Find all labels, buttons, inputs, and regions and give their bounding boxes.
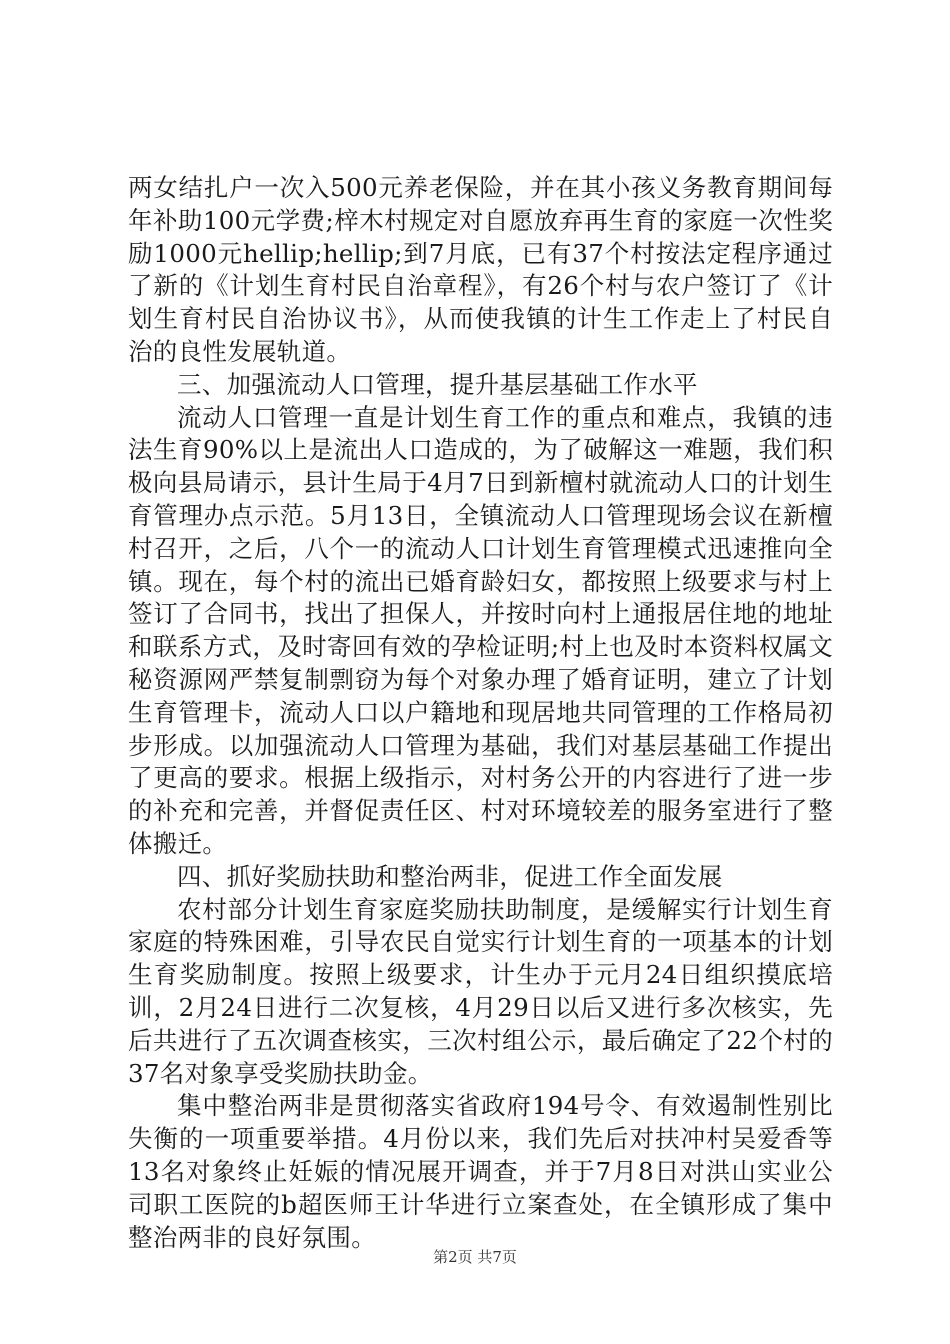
paragraph-floating-population: 流动人口管理一直是计划生育工作的重点和难点，我镇的违法生育90%以上是流出人口造成的，为了破解这一难题，我们积极向县局请示，县计生局于4月7日到新檀村就流动人口的计划生育管理办点示范。5月13日，全镇流动人口管理现场会议在新檀村召开，之后，八个一的流动人口计划生育管理模式迅速推向全镇。现在，每个村的流出已婚育龄妇女，都按照上级要求与村上签订了合同书，找出了担保人，并按时向村上通报居住地的地址和联系方式，及时寄回有效的孕检证明;村上也及时本资料权属文秘资源网严禁复制剽窃为每个对象办理了婚育证明，建立了计划生育管理卡，流动人口以户籍地和现居地共同管理的工作格局初步形成。以加强流动人口管理为基础，我们对基层基础工作提出了更高的要求。根据上级指示，对村务公开的内容进行了进一步的补充和完善，并督促责任区、村对环境较差的服务室进行了整体搬迁。 (128, 402, 833, 858)
section-heading-3: 三、加强流动人口管理，提升基层基础工作水平 (177, 369, 698, 399)
paragraph-reward-support: 农村部分计划生育家庭奖励扶助制度，是缓解实行计划生育家庭的特殊困难，引导农民自觉实行计划生育的一项基本的计划生育奖励制度。按照上级要求，计生办于元月24日组织摸底培训，2月24日进行二次复核，4月29日以后又进行多次核实，先后共进行了五次调查核实，三次村组公示，最后确定了22个村的37名对象享受奖励扶助金。 (128, 894, 833, 1088)
section-heading-4: 四、抓好奖励扶助和整治两非，促进工作全面发展 (177, 861, 723, 891)
paragraph-continuation: 两女结扎户一次入500元养老保险，并在其小孩义务教育期间每年补助100元学费;梓木村规定对自愿放弃再生育的家庭一次性奖励1000元hellip;hellip;到7月底，已有37个村按法定程序通过了新的《计划生育村民自治章程》，有26个村与农户签订了《计划生育村民自治协议书》，从而使我镇的计生工作走上了村民自治的良性发展轨道。 (128, 173, 833, 366)
page-footer: 第2页 共7页 (433, 1248, 517, 1266)
document-body (128, 172, 833, 1254)
paragraph-two-nons: 集中整治两非是贯彻落实省政府194号令、有效遏制性别比失衡的一项重要举措。4月份以来，我们先后对扶冲村吴爱香等13名对象终止妊娠的情况展开调查，并于7月8日对洪山实业公司职工医院的b超医师王计华进行立案查处，在全镇形成了集中整治两非的良好氛围。 (128, 1091, 834, 1252)
